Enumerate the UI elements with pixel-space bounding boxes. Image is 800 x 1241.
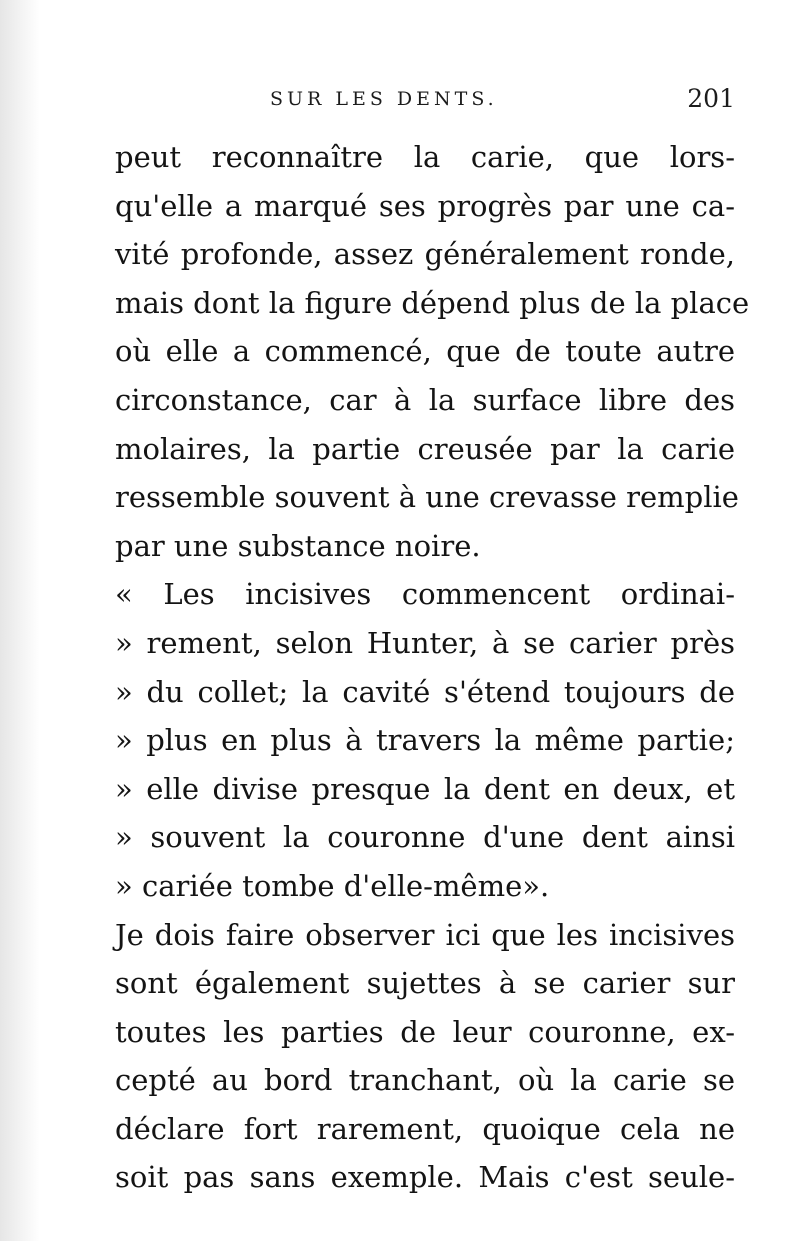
gutter-shadow bbox=[0, 0, 40, 1241]
text-line: vité profonde, assez généralement ronde, bbox=[115, 237, 735, 272]
text-line: » rement, selon Hunter, à se carier près bbox=[115, 625, 735, 660]
text-line: » souvent la couronne d'une dent ainsi bbox=[115, 820, 735, 855]
text-line: par une substance noire. bbox=[115, 528, 481, 563]
text-line: déclare fort rarement, quoique cela ne bbox=[115, 1111, 735, 1146]
text-line: soit pas sans exemple. Mais c'est seule- bbox=[115, 1160, 735, 1195]
text-line: sont également sujettes à se carier sur bbox=[115, 966, 735, 1001]
text-line: cepté au bord tranchant, où la carie se bbox=[115, 1063, 735, 1098]
text-line: où elle a commencé, que de toute autre bbox=[115, 334, 735, 369]
text-line: Je dois faire observer ici que les incisives bbox=[115, 917, 735, 952]
text-line: » plus en plus à travers la même partie; bbox=[115, 723, 735, 758]
text-line: » elle divise presque la dent en deux, et bbox=[115, 771, 735, 806]
text-line: mais dont la figure dépend plus de la place bbox=[115, 285, 750, 320]
text-line: » cariée tombe d'elle-même». bbox=[115, 868, 550, 903]
page-header bbox=[115, 84, 735, 120]
text-line: ressemble souvent à une crevasse remplie bbox=[115, 480, 739, 515]
text-line: toutes les parties de leur couronne, ex- bbox=[115, 1014, 735, 1049]
text-line: peut reconnaître la carie, que lors- bbox=[115, 140, 735, 174]
text-line: « Les incisives commencent ordinai- bbox=[115, 577, 735, 612]
text-line: circonstance, car à la surface libre des bbox=[115, 382, 735, 417]
page-number: 201 bbox=[687, 84, 735, 113]
text-line: qu'elle a marqué ses progrès par une ca- bbox=[115, 188, 735, 223]
text-line: » du collet; la cavité s'étend toujours de bbox=[115, 674, 735, 709]
text-line: molaires, la partie creusée par la carie bbox=[115, 431, 735, 466]
running-title: SUR LES DENTS. bbox=[270, 88, 498, 110]
body-text bbox=[115, 133, 750, 1202]
